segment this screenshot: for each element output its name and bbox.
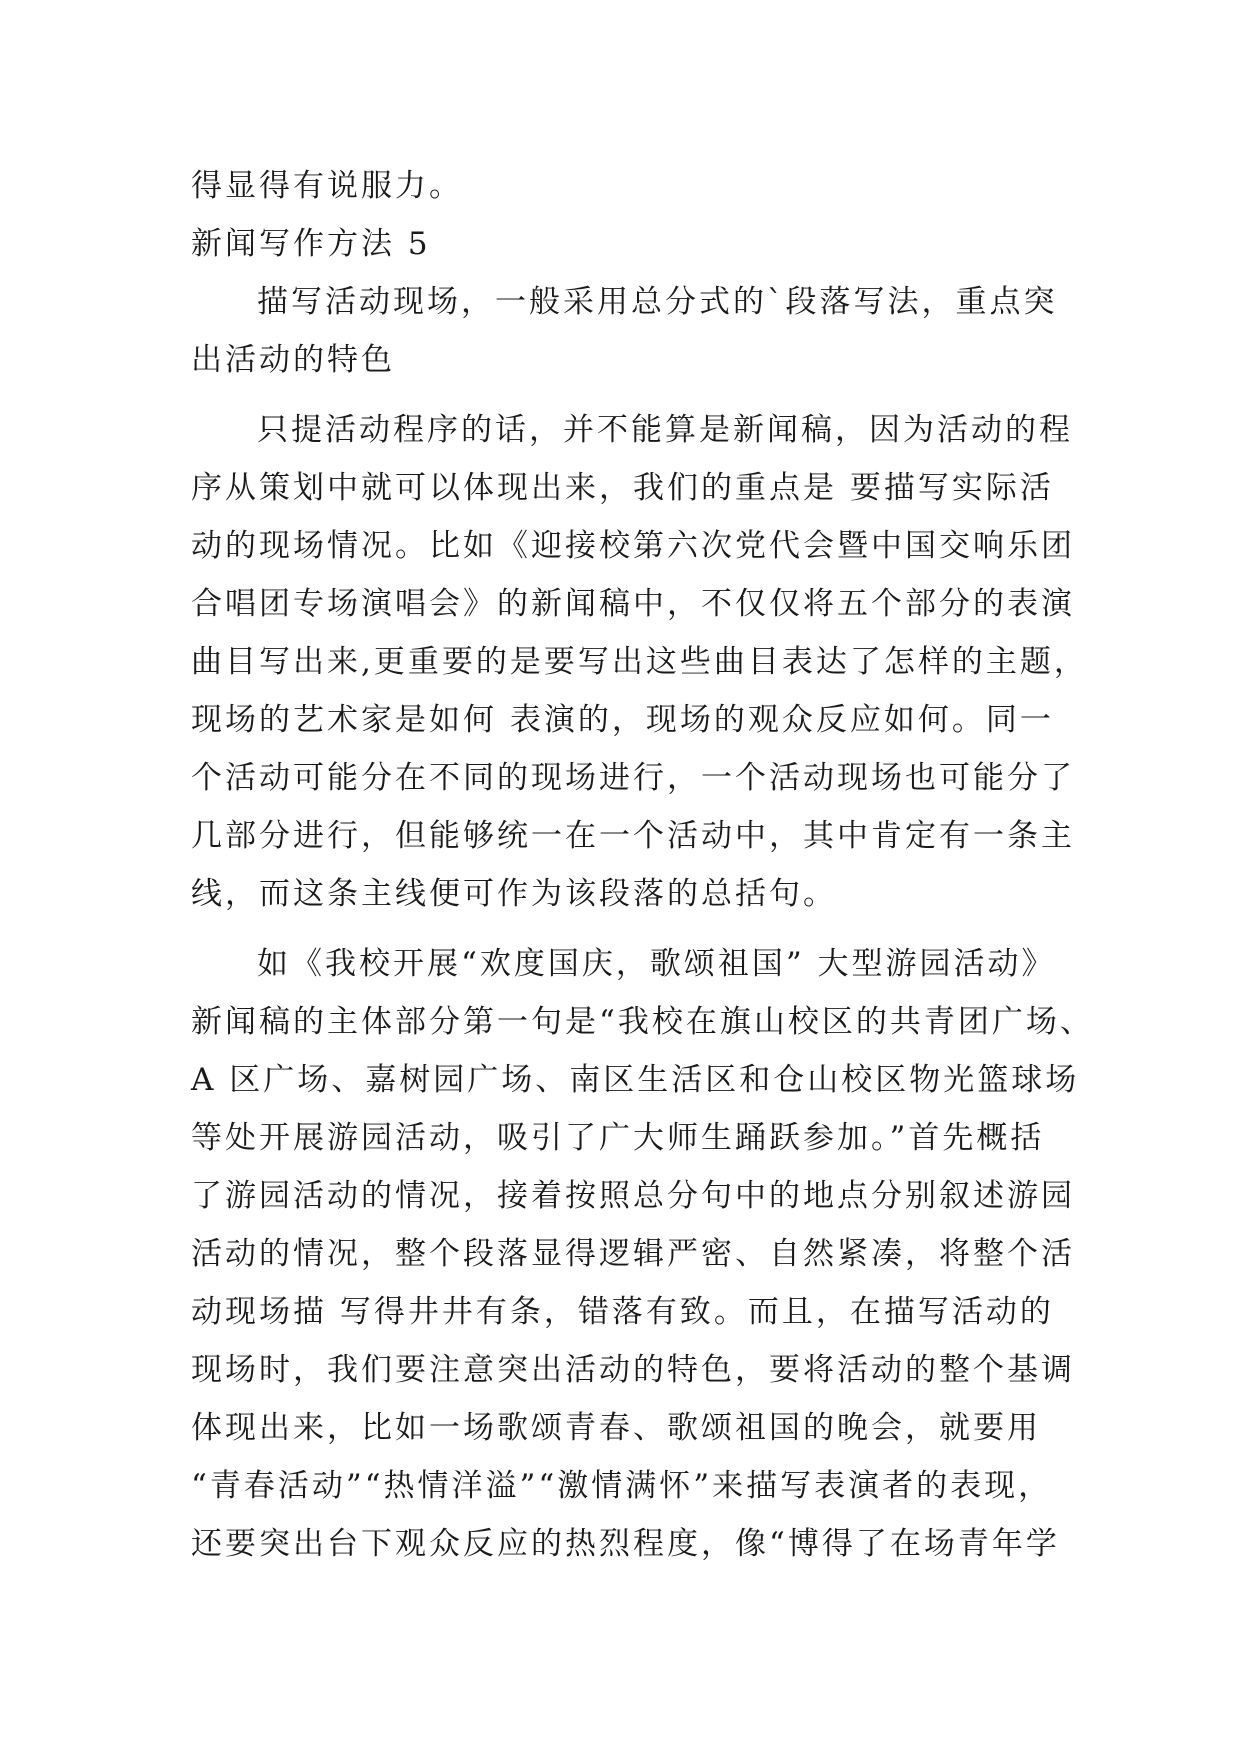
text-line: 得显得有说服力。	[191, 168, 463, 204]
text-line: 动现场描 写得井井有条，错落有致。而且，在描写活动的	[191, 1294, 1054, 1330]
text-line: 了游园活动的情况，接着按照总分句中的地点分别叙述游园	[191, 1178, 1075, 1214]
text-line: 出活动的特色	[191, 342, 395, 378]
text-line: 如《我校开展“欢度国庆，歌颂祖国” 大型游园活动》	[257, 946, 1056, 982]
text-line: 活动的情况，整个段落显得逻辑严密、自然紧凑，将整个活	[191, 1236, 1075, 1272]
text-line: 体现出来，比如一场歌颂青春、歌颂祖国的晚会，就要用	[191, 1410, 1041, 1446]
text-line: 几部分进行，但能够统一在一个活动中，其中肯定有一条主	[191, 818, 1075, 854]
text-line: 个活动可能分在不同的现场进行，一个活动现场也可能分了	[191, 760, 1075, 796]
document-body	[191, 157, 1094, 1573]
text-line: A 区广场、嘉树园广场、南区生活区和仓山校区物光篮球场	[191, 1062, 1080, 1098]
text-line: 等处开展游园活动，吸引了广大师生踊跃参加。”首先概括	[191, 1120, 1045, 1156]
text-line: 还要突出台下观众反应的热烈程度，像“博得了在场青年学	[191, 1526, 1060, 1562]
text-line: 只提活动程序的话，并不能算是新闻稿，因为活动的程	[257, 412, 1073, 448]
text-line: 曲目写出来,更重要的是要写出这些曲目表达了怎样的主题，	[191, 644, 1088, 680]
text-line: “青春活动”“热情洋溢”“激情满怀”来描写表演者的表现，	[191, 1468, 1053, 1504]
text-line: 现场时，我们要注意突出活动的特色，要将活动的整个基调	[191, 1352, 1075, 1388]
text-line: 线，而这条主线便可作为该段落的总括句。	[191, 876, 837, 912]
text-line: 现场的艺术家是如何 表演的，现场的观众反应如何。同一	[191, 702, 1054, 738]
section-heading: 新闻写作方法 5	[191, 226, 431, 262]
text-line: 描写活动现场，一般采用总分式的`段落写法，重点突	[257, 284, 1058, 320]
text-line: 序从策划中就可以体现出来，我们的重点是 要描写实际活	[191, 470, 1054, 506]
text-line: 合唱团专场演唱会》的新闻稿中，不仅仅将五个部分的表演	[191, 586, 1075, 622]
text-line: 动的现场情况。比如《迎接校第六次党代会暨中国交响乐团	[191, 528, 1075, 564]
text-line: 新闻稿的主体部分第一句是“我校在旗山校区的共青团广场、	[191, 1004, 1094, 1040]
